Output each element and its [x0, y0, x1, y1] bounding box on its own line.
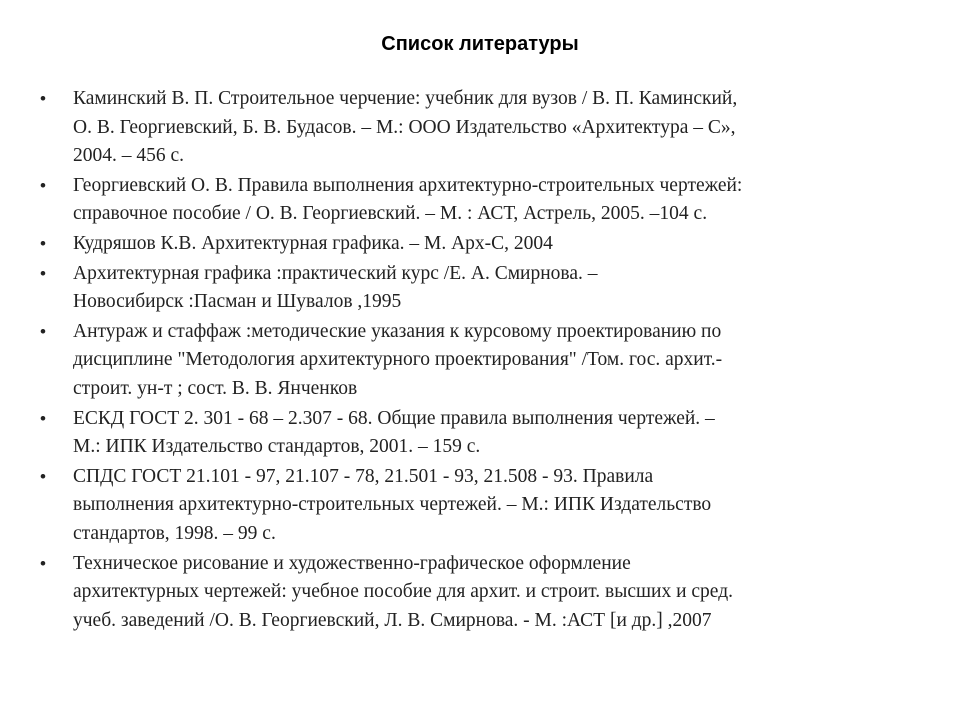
page-title: Список литературы: [381, 33, 579, 55]
reference-text: ЕСКД ГОСТ 2. 301 - 68 – 2.307 - 68. Общие правила выполнения чертежей. – М.: ИПК Издательство стандартов, 2001. – 159 с.: [73, 407, 715, 458]
list-item: [40, 405, 910, 462]
reference-text: СПДС ГОСТ 21.101 - 97, 21.107 - 78, 21.501 - 93, 21.508 - 93. Правила выполнения архитектурно-строительных чертежей. – М.: ИПК Издательство стандартов, 1998. – 99 с.: [73, 465, 712, 544]
bullet-icon: •: [40, 466, 46, 486]
bullet-icon: •: [40, 233, 46, 253]
reference-text: Кудряшов К.В. Архитектурная графика. – М. Арх-С, 2004: [73, 232, 553, 254]
reference-text: Антураж и стаффаж :методические указания к курсовому проектированию по дисциплине "Методология архитектурного проектирования" /Том. гос. архит.- строит. ун-т ; сост. В. В. Янченков: [73, 320, 723, 399]
reference-text: Каминский В. П. Строительное черчение: учебник для вузов / В. П. Каминский, О. В. Георгиевский, Б. В. Будасов. – М.: ООО Издательство «Архитектура – С», 2004. – 456 с.: [73, 88, 738, 167]
reference-text: Техническое рисование и художественно-графическое оформление архитектурных чертежей: учебное пособие для архит. и строит. высших и сред. учеб. заведений /О. В. Георгиевский, Л. В. Смирнова. - М. :АСТ [и др.] ,2007: [73, 552, 734, 631]
bullet-icon: •: [40, 89, 46, 108]
list-item: [40, 260, 910, 317]
reference-text: Георгиевский О. В. Правила выполнения архитектурно-строительных чертежей: справочное пособие / О. В. Георгиевский. – М. : АСТ, Астрель, 2005. –104 с.: [73, 174, 743, 225]
bullet-icon: •: [40, 263, 46, 283]
list-item: [40, 172, 910, 229]
bullet-icon: •: [40, 175, 46, 195]
list-item: [40, 85, 910, 171]
list-item: [40, 318, 910, 404]
reference-text: Архитектурная графика :практический курс /Е. А. Смирнова. – Новосибирск :Пасман и Шувалов ,1995: [73, 262, 598, 313]
list-item: [40, 463, 910, 549]
bibliography-list: [40, 85, 910, 636]
list-item: [40, 550, 910, 636]
bullet-icon: •: [40, 553, 46, 573]
list-item: [40, 230, 910, 259]
bullet-icon: •: [40, 321, 46, 341]
bullet-icon: •: [40, 408, 46, 428]
